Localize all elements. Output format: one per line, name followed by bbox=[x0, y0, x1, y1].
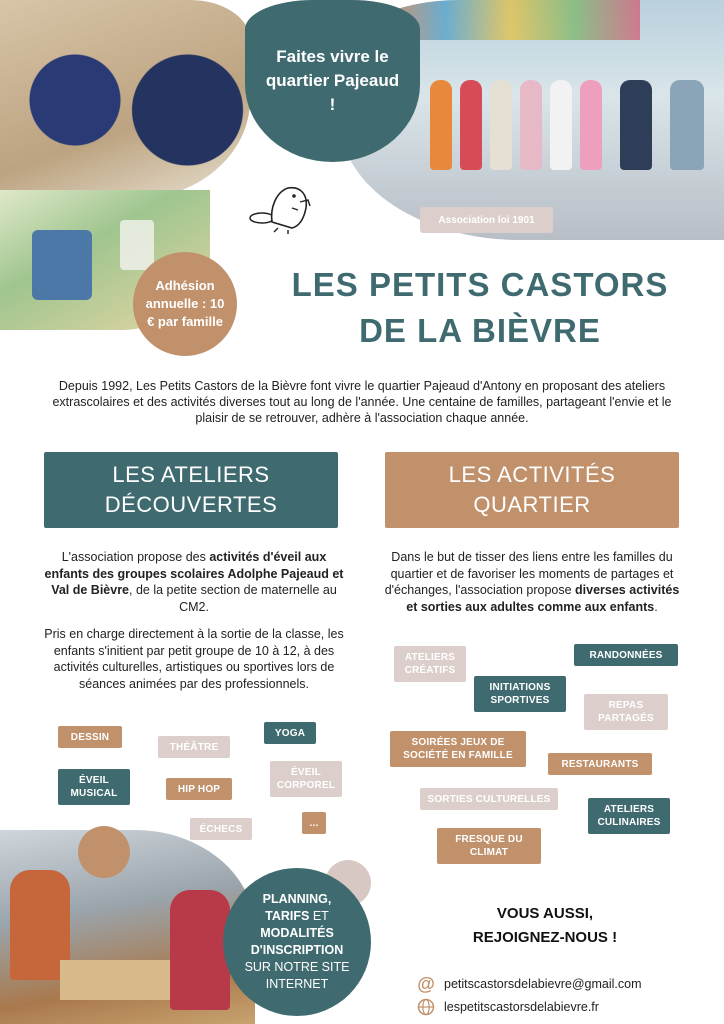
ateliers-heading-line2: DÉCOUVERTES bbox=[104, 492, 278, 517]
title-line-1: LES PETITS CASTORS bbox=[291, 266, 669, 303]
adhesion-circle bbox=[133, 252, 237, 356]
tag-soirees-jeux: SOIRÉES JEUX DE SOCIÉTÉ EN FAMILLE bbox=[390, 731, 526, 767]
slogan-text: Faites vivre le quartier Pajeaud ! bbox=[265, 47, 400, 114]
planning-circle bbox=[223, 868, 371, 1016]
ateliers-p1-b: activités d'éveil aux enfants des groupes scolaires Adolphe Pajeaud et Val de Bièvre bbox=[44, 550, 344, 597]
activites-p-c: . bbox=[654, 599, 658, 614]
tag-sorties-culturelles: SORTIES CULTURELLES bbox=[420, 788, 558, 810]
tag-randonnees: RANDONNÉES bbox=[574, 644, 678, 666]
tag-ateliers-creatifs: ATELIERS CRÉATIFS bbox=[394, 646, 466, 682]
beaver-logo bbox=[248, 178, 324, 234]
association-badge: Association loi 1901 bbox=[420, 207, 553, 233]
activites-paragraph bbox=[384, 549, 680, 615]
activites-heading-line2: QUARTIER bbox=[473, 492, 591, 517]
tag-fresque-climat: FRESQUE DU CLIMAT bbox=[437, 828, 541, 864]
activites-p-a: Dans le but de tisser des liens entre les familles du quartier et de favoriser les moments de partages et d'échanges, l'association propose bbox=[384, 550, 674, 597]
activites-heading bbox=[385, 452, 679, 528]
tag-eveil-corporel: ÉVEIL CORPOREL bbox=[270, 761, 342, 797]
ateliers-heading bbox=[44, 452, 338, 528]
intro-paragraph: Depuis 1992, Les Petits Castors de la Bièvre font vivre le quartier Pajeaud d'Antony en proposant des ateliers extrascolaires et des activités diverses tout au long de l'année. Une centaine de familles, partageant l'envie et le plaisir de se retrouver, adhère à l'association chaque année. bbox=[52, 379, 672, 425]
tag-more: ... bbox=[302, 812, 326, 834]
activites-heading-line1: LES ACTIVITÉS bbox=[448, 462, 616, 487]
tag-repas-partages: REPAS PARTAGÉS bbox=[584, 694, 668, 730]
tarifs-word: TARIFS bbox=[265, 909, 310, 923]
planning-site-text: SUR NOTRE SITE INTERNET bbox=[244, 960, 350, 991]
tag-eveil-musical: ÉVEIL MUSICAL bbox=[58, 769, 130, 805]
ateliers-heading-line1: LES ATELIERS bbox=[112, 462, 270, 487]
tag-ateliers-culinaires: ATELIERS CULINAIRES bbox=[588, 798, 670, 834]
planning-and: ET bbox=[309, 909, 329, 923]
tag-hip-hop: HIP HOP bbox=[166, 778, 232, 800]
contact-website-row[interactable] bbox=[416, 997, 599, 1017]
at-icon: @ bbox=[417, 973, 435, 994]
join-line-1: VOUS AUSSI, bbox=[496, 905, 594, 922]
contact-email[interactable]: petitscastorsdelabievre@gmail.com bbox=[444, 977, 642, 991]
decorative-circle-brown bbox=[78, 826, 130, 878]
tag-echecs: ÉCHECS bbox=[190, 818, 252, 840]
planning-word: PLANNING, bbox=[262, 892, 332, 906]
planning-text bbox=[233, 891, 361, 993]
globe-icon bbox=[416, 997, 436, 1017]
tag-dessin: DESSIN bbox=[58, 726, 122, 748]
join-line-2: REJOIGNEZ-NOUS ! bbox=[472, 929, 618, 946]
title-line-2: DE LA BIÈVRE bbox=[359, 312, 601, 349]
contact-email-row[interactable] bbox=[416, 974, 642, 994]
tag-theatre: THÉÂTRE bbox=[158, 736, 230, 758]
page-title bbox=[270, 262, 690, 354]
tag-initiations-sportives: INITIATIONS SPORTIVES bbox=[474, 676, 566, 712]
ateliers-p1-c: , de la petite section de maternelle au CM2. bbox=[129, 583, 337, 614]
slogan-circle bbox=[245, 0, 420, 162]
modalites-word: MODALITÉS D'INSCRIPTION bbox=[250, 926, 344, 957]
tag-yoga: YOGA bbox=[264, 722, 316, 744]
ateliers-paragraph-1 bbox=[44, 549, 344, 615]
tag-restaurants: RESTAURANTS bbox=[548, 753, 652, 775]
adhesion-text: Adhésion annuelle : 10 € par famille bbox=[145, 278, 225, 329]
ateliers-p1-a: L'association propose des bbox=[61, 550, 210, 564]
join-callout bbox=[420, 902, 670, 950]
ateliers-paragraph-2: Pris en charge directement à la sortie de la classe, les enfants s'initient par petit groupe de 10 à 12, à des activités culturelles, artistiques ou sportives lors de séances animées par des professionnels. bbox=[44, 627, 344, 691]
activites-p-b: diverses activités et sorties aux adultes comme aux enfants bbox=[406, 583, 680, 614]
photo-boy-player bbox=[0, 0, 250, 200]
contact-website[interactable]: lespetitscastorsdelabievre.fr bbox=[444, 1000, 599, 1014]
